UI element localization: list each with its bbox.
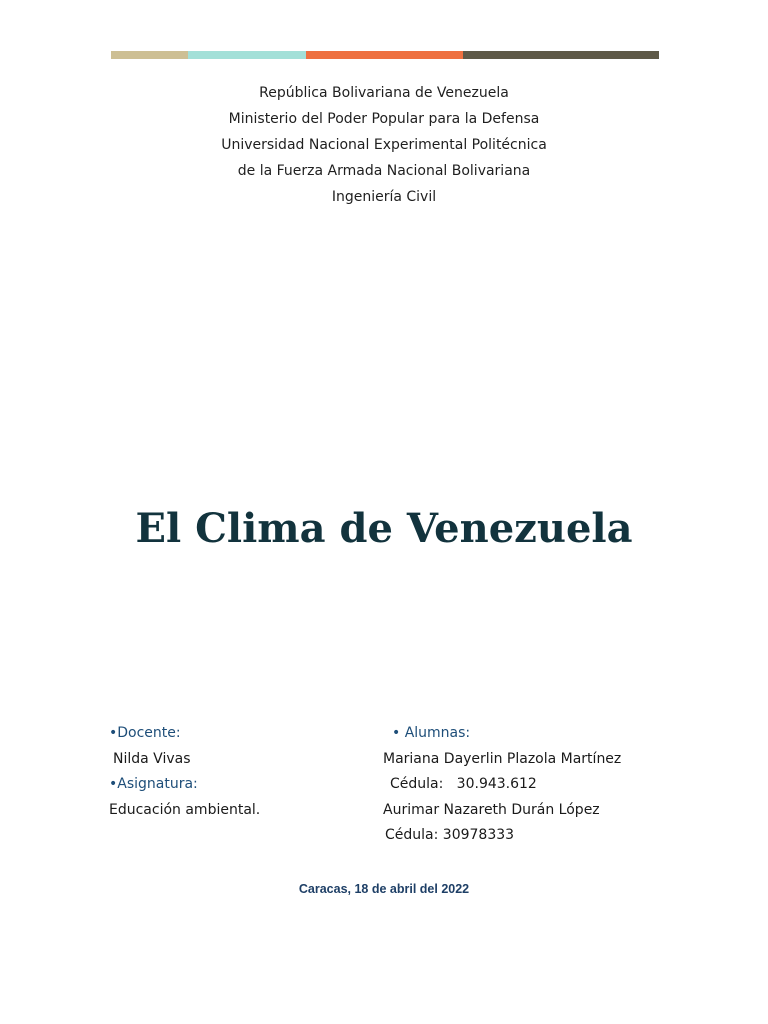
header-line-university: Universidad Nacional Experimental Politécnica bbox=[221, 137, 547, 153]
header-line-university-cont: de la Fuerza Armada Nacional Bolivariana bbox=[237, 163, 531, 179]
teacher-name: Nilda Vivas bbox=[113, 750, 191, 767]
students-label: • Alumnas: bbox=[392, 725, 471, 741]
teacher-subject-block bbox=[109, 721, 260, 823]
student-2-id: Cédula: 30978333 bbox=[385, 827, 515, 843]
header-line-ministry: Ministerio del Poder Popular para la Defensa bbox=[228, 111, 540, 127]
students-block bbox=[383, 721, 621, 849]
student-1-id: Cédula: 30.943.612 bbox=[390, 776, 537, 792]
color-bar-segment bbox=[463, 51, 659, 59]
decorative-color-bar bbox=[111, 51, 659, 59]
header-line-country: República Bolivariana de Venezuela bbox=[259, 85, 509, 101]
color-bar-segment bbox=[111, 51, 188, 59]
student-1-name: Mariana Dayerlin Plazola Martínez bbox=[383, 750, 622, 767]
student-2-name: Aurimar Nazareth Durán López bbox=[383, 801, 600, 818]
place-date: Caracas, 18 de abril del 2022 bbox=[298, 882, 470, 896]
color-bar-segment bbox=[306, 51, 463, 59]
subject-label: •Asignatura: bbox=[109, 776, 198, 792]
subject-name: Educación ambiental. bbox=[109, 801, 261, 818]
institution-header bbox=[0, 80, 768, 210]
teacher-label: •Docente: bbox=[109, 725, 181, 741]
header-line-career: Ingeniería Civil bbox=[331, 189, 437, 205]
document-title: El Clima de Venezuela bbox=[135, 505, 633, 552]
color-bar-segment bbox=[188, 51, 306, 59]
